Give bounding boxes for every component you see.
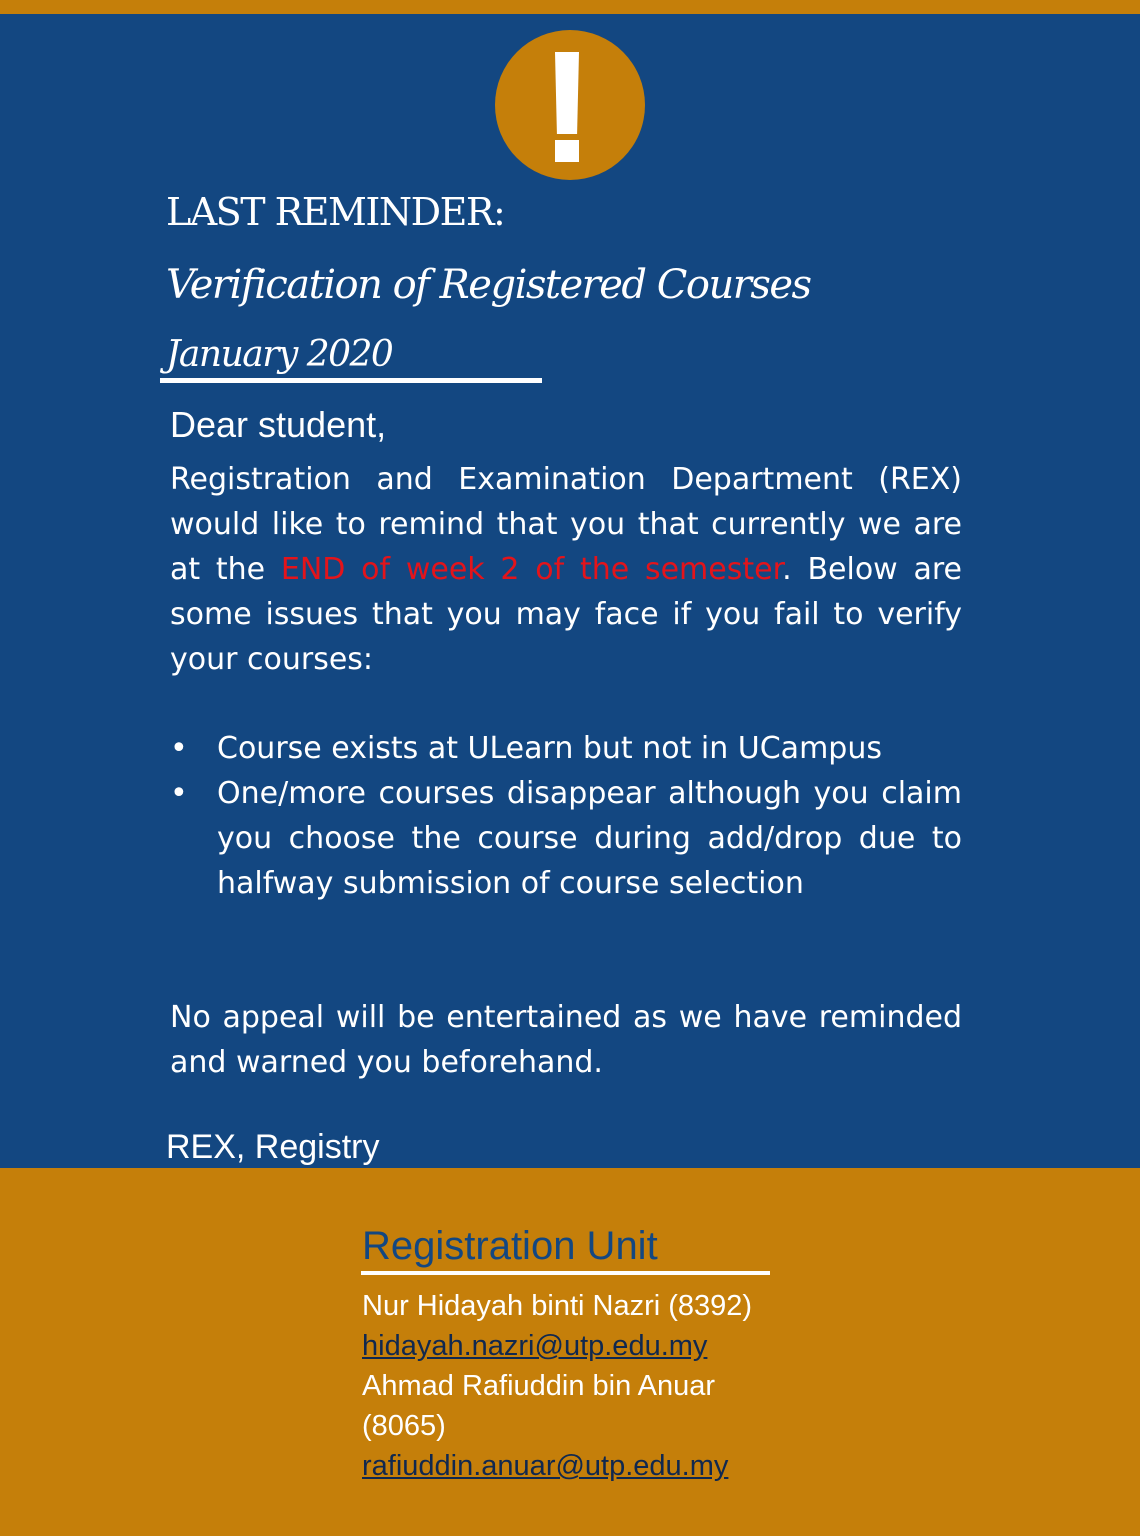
top-accent-bar [0, 0, 1140, 14]
title-last-reminder: LAST REMINDER: [166, 190, 505, 234]
exclamation-dot [555, 140, 579, 162]
title-date: January 2020 [166, 334, 393, 375]
closing-paragraph: No appeal will be entertained as we have reminded and warned you beforehand. [170, 1000, 962, 1080]
bullet-icon: • [170, 731, 188, 766]
intro-highlight: END of week 2 of the semester [280, 552, 783, 587]
issues-list [170, 726, 962, 906]
exclamation-bar [555, 52, 579, 134]
signature: REX, Registry [166, 1128, 380, 1166]
exclamation-alert-icon [495, 30, 645, 180]
list-item [170, 771, 962, 906]
bullet-icon: • [170, 776, 188, 811]
greeting: Dear student, [170, 404, 387, 445]
contact-email-link[interactable]: hidayah.nazri@utp.edu.my [362, 1330, 708, 1362]
intro-text-end: . Below are some issues that you may face if you fail to verify your courses: [170, 552, 962, 677]
unit-title: Registration Unit [362, 1224, 658, 1268]
intro-text: Registration and Examination Department (REX) would like to remind that you that currently we are at the [170, 462, 962, 587]
list-item [170, 726, 962, 771]
contact-email-link[interactable]: rafiuddin.anuar@utp.edu.my [362, 1450, 729, 1482]
unit-underline [361, 1271, 770, 1275]
issue-text: One/more courses disappear although you claim you choose the course during add/drop due to halfway submission of course selection [217, 776, 962, 901]
contact-name: Nur Hidayah binti Nazri (8392) [362, 1290, 753, 1322]
title-verification: Verification of Registered Courses [166, 262, 811, 308]
contact-list [362, 1286, 802, 1486]
title-underline [160, 378, 542, 383]
contact-name: Ahmad Rafiuddin bin Anuar (8065) [362, 1370, 716, 1442]
intro-paragraph [170, 457, 962, 682]
issue-text: Course exists at ULearn but not in UCampus [217, 731, 882, 766]
